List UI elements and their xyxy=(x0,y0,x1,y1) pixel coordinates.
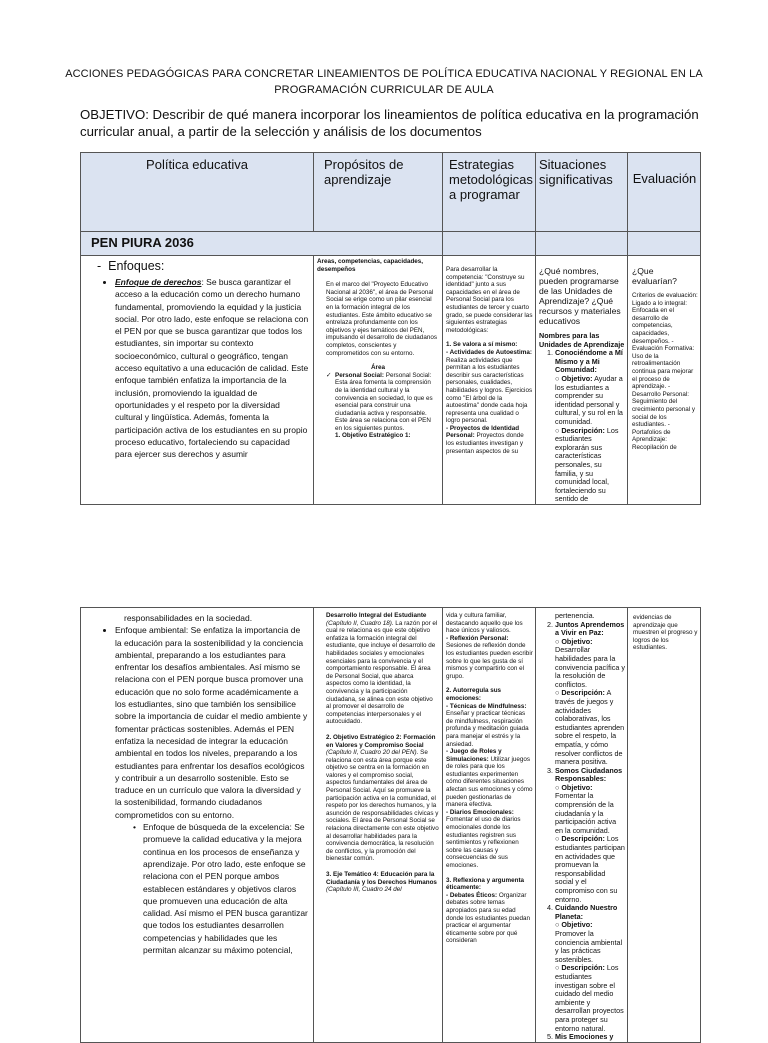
list-item: 1. Conociéndome a Mí Mismo y a Mi Comunidad: ○ Objetivo: Ayudar a los estudiantes a comprender su identidad personal y cultural, y su rol en la comunidad. ○ Descripción: Los estudiantes explorarán sus características personales, su familia, y su comunidad local, fortaleciendo su sentido de xyxy=(555,349,625,504)
policy-table-part1 xyxy=(80,152,701,505)
strategies-cell: Para desarrollar la competencia: "Construye su identidad" junto a sus capacidades en el área de Personal Social para los estudiantes de tercer y cuarto grado, se puede considerar las siguientes estrategias metodológicas: 1. Se valora a sí mismo: - Actividades de Autoestima: Realiza actividades que permitan a los estudiantes describir sus características personales, cualidades, habilidades y logros. Ejercicios como "El árbol de la autoestima" donde cada hoja representa una cualidad o logro personal. - Proyectos de Identidad Personal: Proyectos donde los estudiantes investigan y presentan aspectos de su xyxy=(443,256,536,505)
strategies-cell-cont: vida y cultura familiar, destacando aquello que los hace únicos y valiosos. - Reflexión Personal: Sesiones de reflexión donde los estudiantes pueden escribir sobre lo que les gusta de sí mismos y compartirlo con el grupo. 2. Autorregula sus emociones: - Técnicas de Mindfulness: Enseñar y practicar técnicas de mindfulness, respiración profunda y meditación guiada para manejar el estrés y la ansiedad. - Juego de Roles y Simulaciones: Utilizar juegos de roles para que los estudiantes experimenten cómo diferentes situaciones afectan sus emociones y cómo pueden gestionarlas de manera efectiva. - Diarios Emocionales: Fomentar el uso de diarios emocionales donde los estudiantes registren sus sentimientos y reflexionen sobre las causas y consecuencias de sus emociones. 3. Reflexiona y argumenta éticamente: - Debates Éticos: Organizar debates sobre temas apropiados para su edad donde los estudiantes puedan practicar el argumentar éticamente sobre por qué consideran xyxy=(443,608,536,1043)
page-title: ACCIONES PEDAGÓGICAS PARA CONCRETAR LINEAMIENTOS DE POLÍTICA EDUCATIVA NACIONAL Y REGIONAL EN LA PROGRAMACIÓN CURRICULAR DE AULA xyxy=(65,68,703,96)
objective-text: OBJETIVO: Describir de qué manera incorporar los lineamientos de política educativa en la programación curricular anual, a partir de la selección y análisis de los documentos xyxy=(80,107,699,139)
header-situaciones: Situaciones significativas xyxy=(536,153,628,232)
policy-table-part2 xyxy=(80,607,701,1043)
list-item: 3. Somos Ciudadanos Responsables: ○ Objetivo: Fomentar la comprensión de la ciudadanía y la participación activa en la comunidad. ○ Descripción: Los estudiantes participan en actividades que promuevan la responsabilidad social y el compromiso con su entorno. xyxy=(555,767,625,905)
pen-piura-title: PEN PIURA 2036 xyxy=(81,232,443,256)
header-estrategias: Estrategias metodológicas a programar xyxy=(443,153,536,232)
header-evaluacion: Evaluación xyxy=(628,153,701,232)
list-item: 2. Juntos Aprendemos a Vivir en Paz: ○ Objetivo: Desarrollar habilidades para la convivencia pacífica y la resolución de conflictos. ○ Descripción: A través de juegos y actividades colaborativas, los estudiantes aprenden sobre el respeto, la empatía, y cómo resolver conflictos de manera positiva. xyxy=(555,621,625,767)
purposes-cell-cont: Desarrollo Integral del Estudiante (Capítulo II, Cuadro 18). La razón por el cual re relaciona es que este objetivo enfatiza la formación integral del estudiante, que incluye el desarrollo de habilidades sociales y emocionales esenciales para la convivencia y el comportamiento responsable. El área de Personal Social, que abarca aspectos como la identidad, la convivencia y la participación ciudadana, se alinea con este objetivo al promover el desarrollo de competencias interpersonales y el autocuidado. 2. Objetivo Estratégico 2: Formación en Valores y Compromiso Social (Capítulo II, Cuadro 20 del PEN). Se relaciona con esta área porque este objetivo se centra en la formación en valores y el compromiso social, aspectos fundamentales del área de Personal Social. Aquí se promueve la participación activa en la comunidad, el respeto por los derechos humanos, y la asunción de responsabilidades cívicas y sociales. El área de Personal Social se relaciona directamente con este objetivo al desarrollar habilidades para la convivencia democrática, la resolución de conflictos, y la promoción del bienestar común. 3. Eje Temático 4: Educación para la Ciudadanía y los Derechos Humanos (Capítulo III, Cuadro 24 del xyxy=(314,608,443,1043)
list-item: 5. Mis Emociones y xyxy=(555,1033,625,1042)
evaluation-cell-cont: evidencias de aprendizaje que muestren el progreso y logros de los estudiantes. xyxy=(628,608,701,1043)
list-item: • Enfoque ambiental: Se enfatiza la importancia de la educación para la sostenibilidad y la conciencia ambiental, preparando a los estudiantes para enfrentar los desafíos ambientales. Así mismo se relaciona con el PEN porque busca promover una educación que no solo forme académicamente a los estudiantes, sino que también los sensibilice sobre la importancia de cuidar el medio ambiente y fomentar prácticas sostenibles. Además el PEN enfatiza la necesidad de integrar la educación ambiental en todos los niveles, preparando a los estudiantes para enfrentar los desafíos ecológicos y contribuir a un desarrollo sostenible. Esto se traduce en un currículo que valora la diversidad y la sostenibilidad, formando ciudadanos comprometidos con su entorno. xyxy=(115,624,309,821)
policy-cell-cont: responsabilidades en la sociedad. • Enfoque ambiental: Se enfatiza la importancia de la educación para la sostenibilidad y la conciencia ambiental, preparando a los estudiantes para enfrentar los desafíos ambientales. Así mismo se relaciona con el PEN porque busca promover una educación que no solo forme académicamente a los estudiantes, sino que también los sensibilice sobre la importancia de cuidar el medio ambiente y fomentar prácticas sostenibles. Además el PEN enfatiza la necesidad de integrar la educación ambiental en todos los niveles, preparando a los estudiantes para enfrentar los desafíos ecológicos y contribuir a un desarrollo sostenible. Esto se traduce en un currículo que valora la diversidad y la sostenibilidad, formando ciudadanos comprometidos con su entorno. • Enfoque de búsqueda de la excelencia: Se promueve la calidad educativa y la mejora continua en los procesos de enseñanza y aprendizaje. Por otro lado, este enfoque se relaciona con el PEN porque ambos establecen estándares y objetivos claros que promueven una educación de alta calidad. Así mismo el PEN busca garantizar que todos los estudiantes desarrollen competencias y habilidades que les permitan alcanzar su máximo potencial, xyxy=(81,608,314,1043)
purposes-cell: Áreas, competencias, capacidades, desempeños En el marco del "Proyecto Educativo Nacional al 2036", el área de Personal Social se erige como un pilar esencial en la formación integral de los estudiantes. Este ámbito educativo se entrelaza profundamente con los objetivos y ejes temáticos del PEN, impulsando el desarrollo de ciudadanos completos, conscientes y comprometidos con su entorno. Área ✓ Personal Social: Personal Social: Esta área fomenta la comprensión de la identidad cultural y la convivencia en sociedad, lo que es esencial para construir una ciudadanía activa y responsable. Este área se relaciona con el PEN en los siguientes puntos. 1. Objetivo Estratégico 1: xyxy=(314,256,443,505)
purposes-intro: En el marco del "Proyecto Educativo Nacional al 2036", el área de Personal Social se erige como un pilar esencial en la formación integral de los estudiantes. Este ámbito educativo se entrelaza profundamente con los objetivos y ejes temáticos del PEN, impulsando el desarrollo de ciudadanos completos, conscientes y comprometidos con su entorno. xyxy=(326,281,437,357)
header-propositos: Propósitos de aprendizaje xyxy=(314,153,443,232)
purposes-heading: Áreas, competencias, capacidades, desempeños xyxy=(317,258,424,273)
situations-cell-cont: pertenencia. 2. Juntos Aprendemos a Vivir en Paz: ○ Objetivo: Desarrollar habilidades para la convivencia pacífica y la resolución de conflictos. ○ Descripción: A través de juegos y actividades colaborativas, los estudiantes aprenden sobre el respeto, la empatía, y cómo resolver conflictos de manera positiva. 3. Somos Ciudadanos Responsables: ○ Objetivo: Fomentar la comprensión de la ciudadanía y la participación activa en la comunidad. ○ Descripción: Los estudiantes participan en actividades que promuevan la responsabilidad social y el compromiso con su entorno. 4. Cuidando Nuestro Planeta: ○ Objetivo: Promover la conciencia ambiental y las prácticas sostenibles. ○ Descripción: Los estudiantes investigan sobre el cuidado del medio ambiente y desarrollan proyectos para proteger su entorno natural. 5. Mis Emociones y xyxy=(536,608,628,1043)
enfoques-heading: Enfoques: xyxy=(108,259,165,273)
header-politica-educativa: Política educativa xyxy=(81,153,314,232)
evaluation-cell: ¿Que evaluarían? Criterios de evaluación: Ligado a lo integral: Enfocada en el desarrollo de competencias, capacidades, desempeños. - Evaluación Formativa: Uso de la retroalimentación continua para mejorar el proceso de aprendizaje. - Desarrollo Personal: Seguimiento del crecimiento personal y social de los estudiantes. - Portafolios de Aprendizaje: Recopilación de xyxy=(628,256,701,505)
policy-cell: - Enfoques: • Enfoque de derechos: Se busca garantizar el acceso a la educación como un derecho humano fundamental, promoviendo la equidad y la justicia social. Por otro lado, este enfoque se relaciona con el PEN por que se busca garantizar que todos los estudiantes, sin importar su contexto socioeconómico, cultural o geográfico, tengan acceso equitativo a una educación de calidad. Este enfoque también enfatiza la importancia de la inclusión, promoviendo la igualdad de oportunidades y el respeto por la diversidad cultural y lingüística. Además, fomenta la participación activa de los estudiantes en su propio proceso educativo, fortaleciendo su capacidad para ejercer sus derechos y asumir xyxy=(81,256,314,505)
situations-cell: ¿Qué nombres, pueden programarse de las Unidades de Aprendizaje? ¿Qué recursos y materiales educativos Nombres para las Unidades de Aprendizaje 1. Conociéndome a Mí Mismo y a Mi Comunidad: ○ Objetivo: Ayudar a los estudiantes a comprender su identidad personal y cultural, y su rol en la comunidad. ○ Descripción: Los estudiantes explorarán sus características personales, su familia, y su comunidad local, fortaleciendo su sentido de xyxy=(536,256,628,505)
list-item: 4. Cuidando Nuestro Planeta: ○ Objetivo: Promover la conciencia ambiental y las prácticas sostenibles. ○ Descripción: Los estudiantes investigan sobre el cuidado del medio ambiente y desarrollan proyectos para proteger su entorno natural. xyxy=(555,904,625,1033)
list-item: Enfoque de búsqueda de la excelencia: Se promueve la calidad educativa y la mejora continua en los procesos de enseñanza y aprendizaje. Por otro lado, este enfoque se relaciona con el PEN porque ambos establecen estándares y objetivos claros que promueven una educación de alta calidad. Así mismo el PEN busca garantizar que todos los estudiantes desarrollen competencias y habilidades que les permitan alcanzar su máximo potencial, xyxy=(143,822,308,956)
list-item: • Enfoque de derechos: Se busca garantizar el acceso a la educación como un derecho humano fundamental, promoviendo la equidad y la justicia social. Por otro lado, este enfoque se relaciona con el PEN por que se busca garantizar que todos los estudiantes, sin importar su contexto socioeconómico, cultural o geográfico, tengan acceso equitativo a una educación de calidad. Este enfoque también enfatiza la importancia de la inclusión, promoviendo la igualdad de oportunidades y el respeto por la diversidad cultural y lingüística. Además, fomenta la participación activa de los estudiantes en su propio proceso educativo, fortaleciendo su capacidad para ejercer sus derechos y asumir xyxy=(115,276,309,460)
